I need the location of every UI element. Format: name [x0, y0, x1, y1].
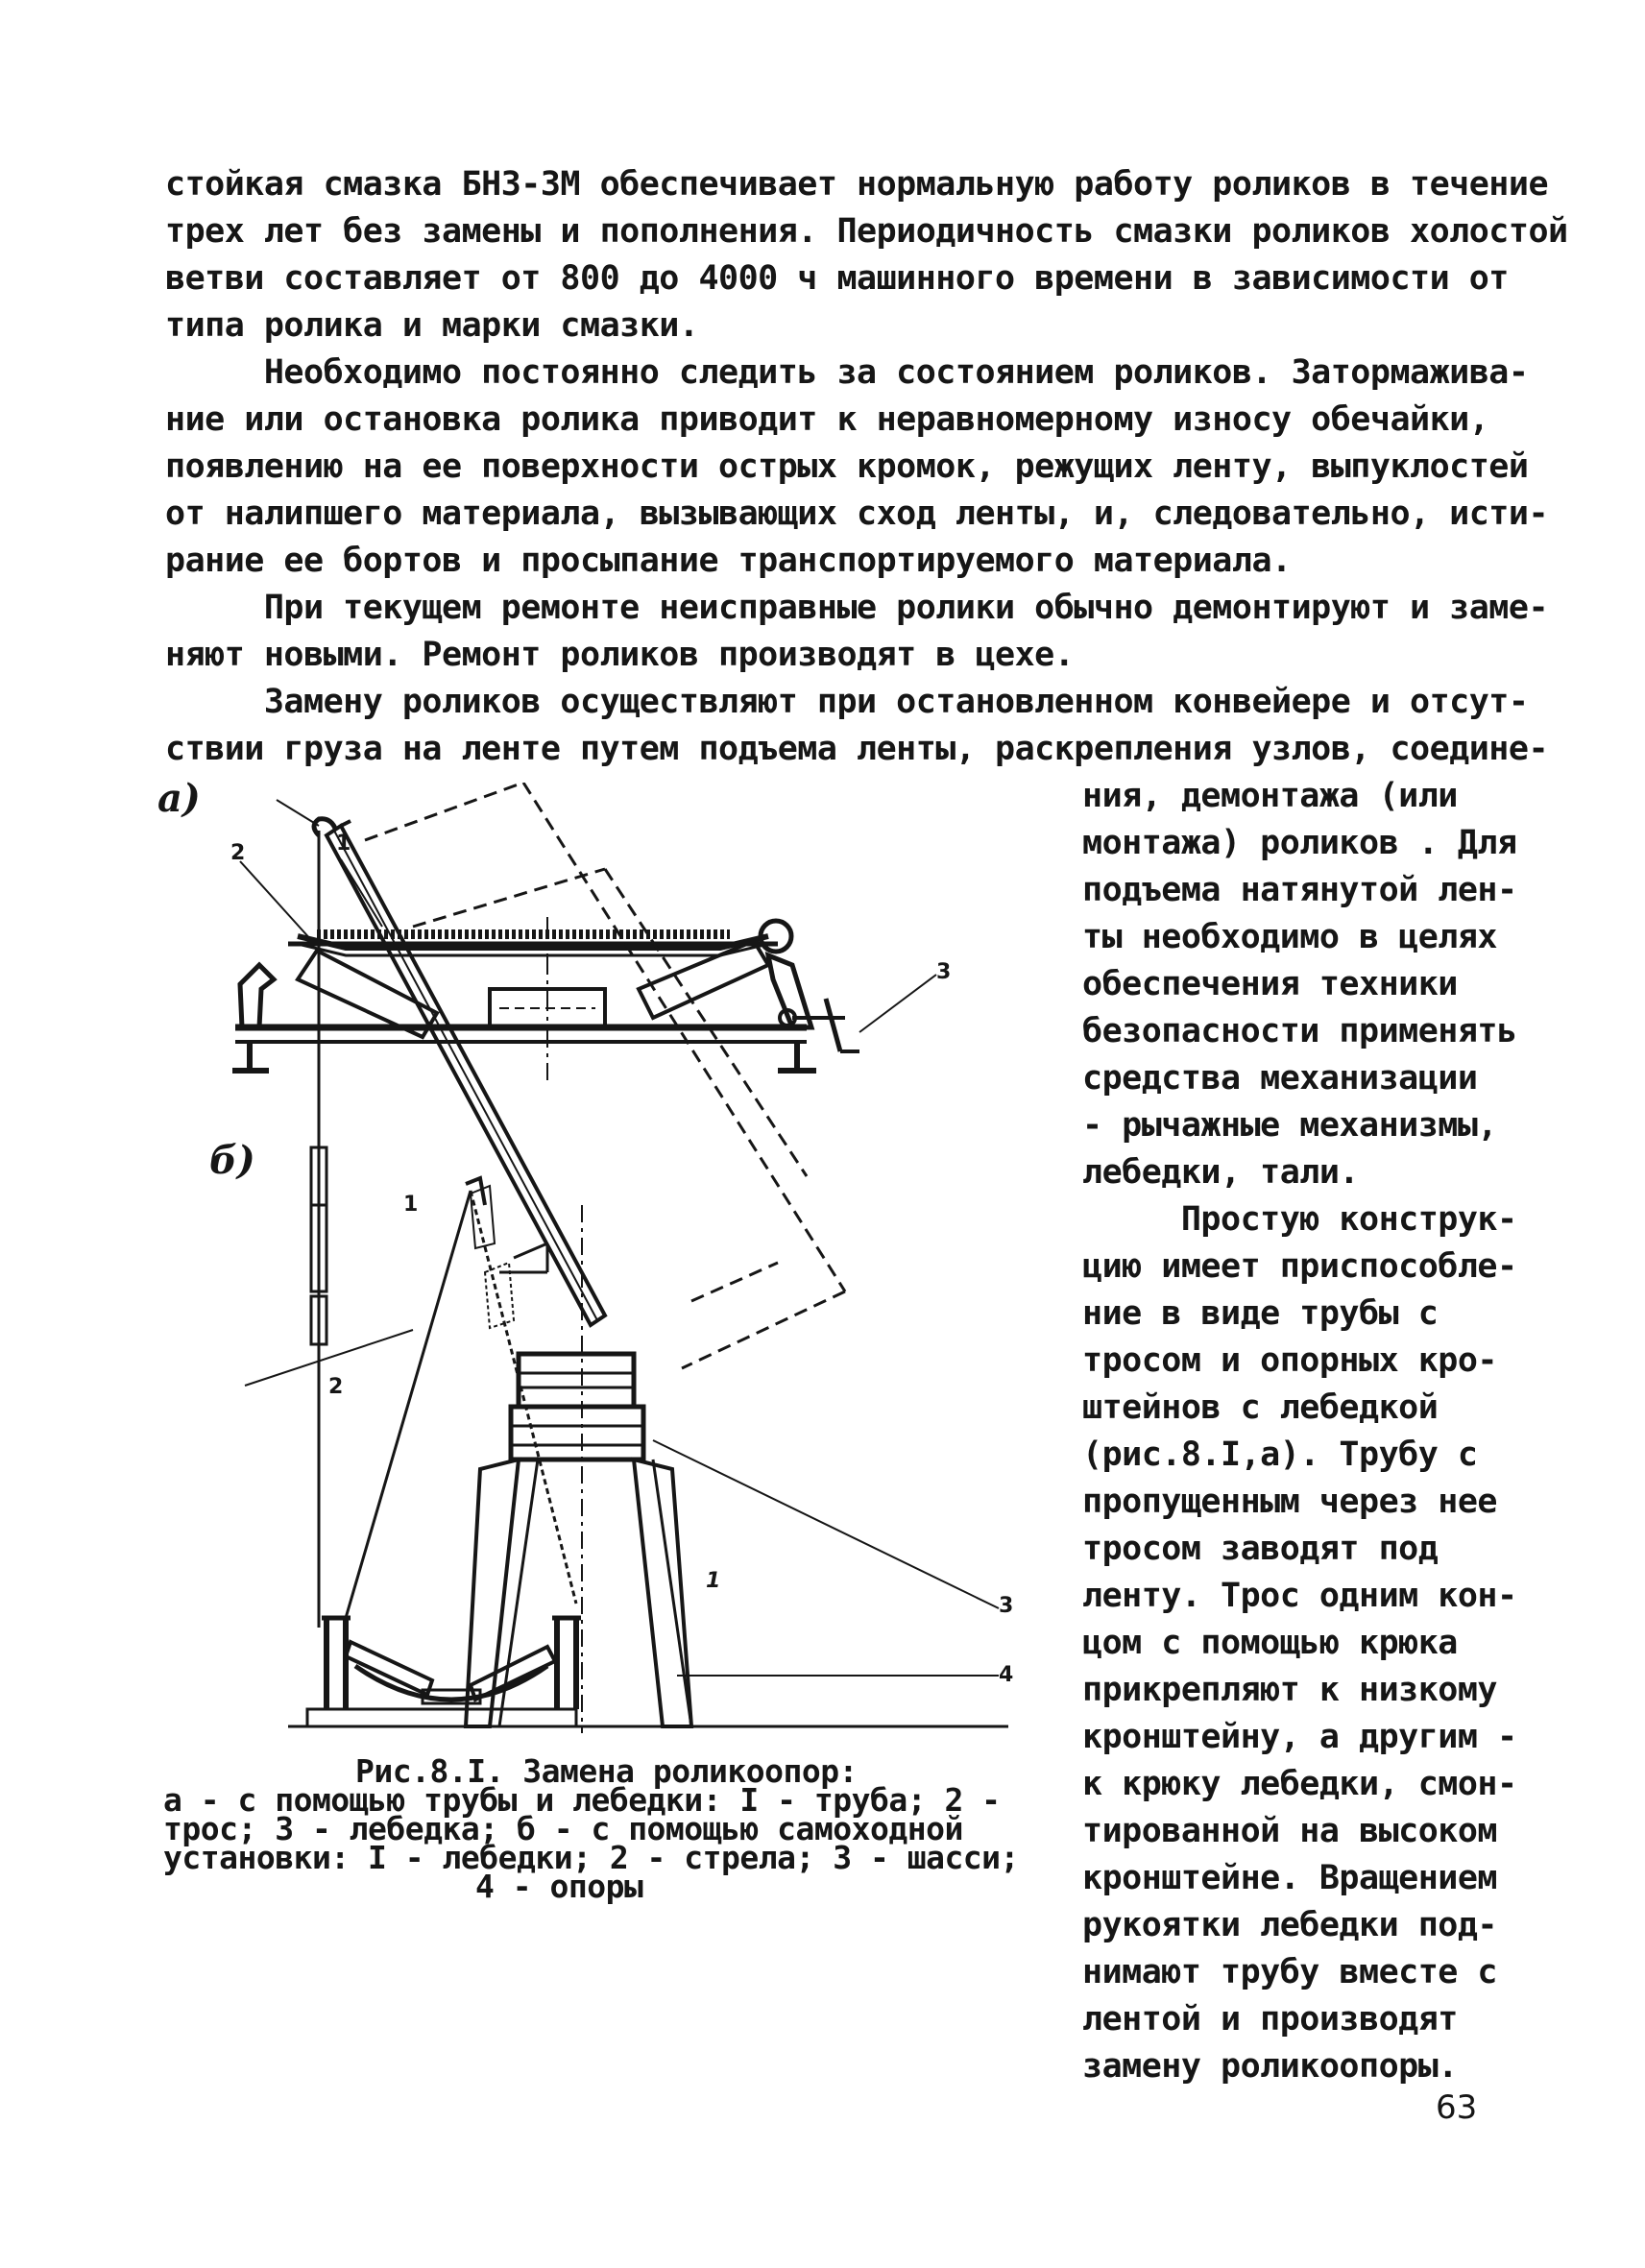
side-line: тированной на высоком [1082, 1812, 1498, 1850]
side-line: рукоятки лебедки под- [1082, 1906, 1498, 1944]
figure-caption-line: 4 - опоры [475, 1868, 643, 1905]
callout-a-2: 2 [230, 841, 246, 865]
figure-a-label: а) [157, 776, 201, 821]
side-line: (рис.8.I,а). Трубу с [1082, 1436, 1478, 1474]
callout-b-1: 1 [403, 1193, 419, 1217]
figure-caption-line: установки: I - лебедки; 2 - стрела; 3 - шасси; [163, 1839, 1019, 1876]
body-line: Необходимо постоянно следить за состоянием роликов. Затормажива- [165, 353, 1529, 392]
side-line: ты необходимо в целях [1082, 918, 1498, 956]
side-line: лебедки, тали. [1082, 1153, 1360, 1192]
callout-a-3: 3 [936, 960, 952, 984]
side-line: пропущенным через нее [1082, 1483, 1498, 1521]
figure-b-label: б) [209, 1138, 255, 1183]
side-line: ния, демонтажа (или [1082, 777, 1458, 815]
figure-b-drawing [245, 783, 1008, 1733]
side-line: безопасности применять [1082, 1012, 1517, 1050]
body-line: стойкая смазка БНЗ-3М обеспечивает нормальную работу роликов в течение [165, 165, 1549, 204]
side-line: - рычажные механизмы, [1082, 1106, 1498, 1145]
body-line: типа ролика и марки смазки. [165, 306, 699, 345]
side-line: подъема натянутой лен- [1082, 871, 1517, 909]
callout-b-4: 4 [999, 1663, 1014, 1687]
side-line: монтажа) роликов . Для [1082, 824, 1517, 862]
side-line: нимают трубу вместе с [1082, 1953, 1498, 1991]
callout-b-inset-1: 1 [706, 1569, 721, 1593]
side-line: обеспечения техники [1082, 965, 1458, 1003]
side-line: лентой и производят [1082, 2000, 1458, 2039]
side-line: цию имеет приспособле- [1082, 1247, 1517, 1286]
side-line: средства механизации [1082, 1059, 1478, 1098]
figure-caption-line: трос; 3 - лебедка; б - с помощью самоходной [163, 1810, 963, 1847]
body-line: трех лет без замены и пополнения. Периодичность смазки роликов холостой [165, 212, 1568, 251]
page-number: 63 [1436, 2088, 1478, 2127]
figure-caption-title: Рис.8.I. Замена роликоопор: [355, 1752, 858, 1790]
figure-illustration [154, 783, 1076, 1772]
side-line: кронштейну, а другим - [1082, 1718, 1517, 1756]
side-line: замену роликоопоры. [1082, 2047, 1458, 2086]
callout-b-2: 2 [328, 1375, 344, 1399]
body-line: появлению на ее поверхности острых кромок, режущих ленту, выпуклостей [165, 447, 1529, 486]
body-line: рание ее бортов и просыпание транспортируемого материала. [165, 542, 1292, 580]
side-line: к крюку лебедки, смон- [1082, 1765, 1517, 1803]
side-line: кронштейне. Вращением [1082, 1859, 1498, 1897]
body-line: ветви составляет от 800 до 4000 ч машинного времени в зависимости от [165, 259, 1509, 298]
callout-b-3: 3 [999, 1594, 1014, 1618]
callout-a-1: 1 [336, 832, 351, 856]
body-line: ствии груза на ленте путем подъема ленты, раскрепления узлов, соедине- [165, 730, 1549, 768]
side-line: тросом и опорных кро- [1082, 1341, 1498, 1380]
side-line: цом с помощью крюка [1082, 1624, 1458, 1662]
figure-a-drawing [232, 859, 936, 1080]
body-line: ние или остановка ролика приводит к неравномерному износу обечайки, [165, 400, 1489, 439]
body-line: от налипшего материала, вызывающих сход ленты, и, следовательно, исти- [165, 495, 1549, 533]
side-line: штейнов с лебедкой [1082, 1388, 1439, 1427]
figure-caption-line: а - с помощью трубы и лебедки: I - труба; 2 - [163, 1781, 1001, 1819]
side-line: тросом заводят под [1082, 1530, 1439, 1568]
body-line: При текущем ремонте неисправные ролики обычно демонтируют и заме- [165, 589, 1549, 627]
side-line: ленту. Трос одним кон- [1082, 1577, 1517, 1615]
side-line: прикрепляют к низкому [1082, 1671, 1498, 1709]
side-line: Простую конструк- [1082, 1200, 1517, 1239]
body-line: няют новыми. Ремонт роликов производят в цехе. [165, 636, 1075, 674]
side-line: ние в виде трубы с [1082, 1294, 1439, 1333]
body-line: Замену роликов осуществляют при остановленном конвейере и отсут- [165, 683, 1529, 721]
